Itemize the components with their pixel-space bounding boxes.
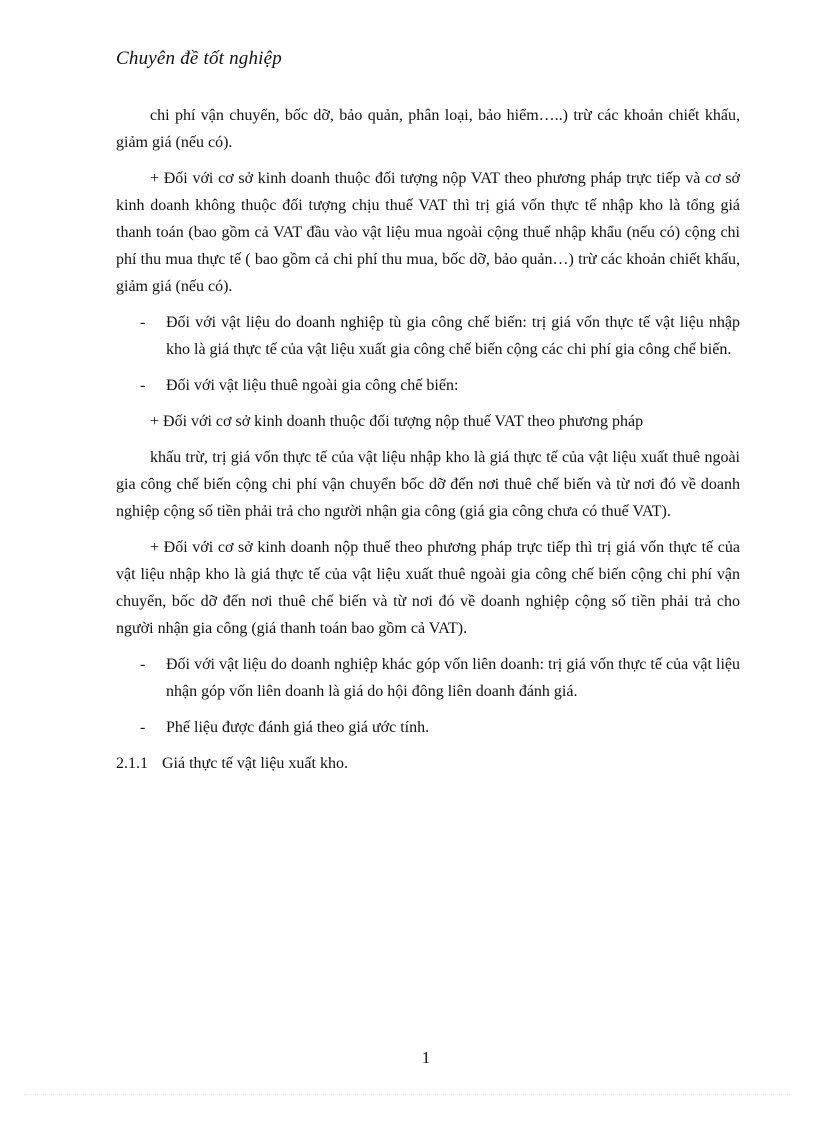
paragraph: khấu trừ, trị giá vốn thực tế của vật liệu nhập kho là giá thực tế của vật liệu xuất thuê ngoài gia công chế biến cộng chi phí vận chuyển bốc dỡ đến nơi thuê chế biến và từ nơi đó về doanh nghiệp cộng số tiền phải trả cho người nhận gia công (giá gia công chưa có thuế VAT). [116,449,740,520]
paragraph: + Đối với cơ sở kinh doanh thuộc đối tượng nộp VAT theo phương pháp trực tiếp và cơ sở kinh doanh không thuộc đối tượng chịu thuế VAT thì trị giá vốn thực tế nhập kho là tổng giá thanh toán (bao gồm cả VAT đầu vào vật liệu mua ngoài cộng thuế nhập khẩu (nếu có) cộng chi phí thu mua thực tế ( bao gồm cả chi phí thu mua, bốc dỡ, bảo quản…) trừ các khoản chiết khấu, giảm giá (nếu có). [116,170,740,295]
bullet-marker: - [140,656,146,673]
paragraph: chi phí vận chuyển, bốc dỡ, bảo quản, phân loại, bảo hiểm…..) trừ các khoản chiết khấu, giảm giá (nếu có). [116,107,740,151]
bullet-marker: - [140,314,146,331]
section-title: Giá thực tế vật liệu xuất kho. [162,755,348,772]
page-number: 1 [421,1048,431,1067]
paragraph: + Đối với cơ sở kinh doanh thuộc đối tượng nộp thuế VAT theo phương pháp [150,413,644,430]
bullet-text: Đối với vật liệu do doanh nghiệp khác góp vốn liên doanh: trị giá vốn thực tế của vật liệu nhận góp vốn liên doanh là giá do hội đông liên doanh đánh giá. [166,656,740,700]
bullet-item [116,372,740,399]
paragraph: + Đối với cơ sở kinh doanh nộp thuế theo phương pháp trực tiếp thì trị giá vốn thực tế của vật liệu nhập kho là giá thực tế của vật liệu xuất thuê ngoài gia công chế biến cộng chi phí vận chuyển, bốc dỡ đến nơi thuê chế biến và từ nơi đó về doanh nghiệp cộng số tiền phải trả cho người nhận gia công (giá thanh toán bao gồm cả VAT). [116,539,740,637]
page-bottom-divider [24,1094,792,1095]
page-header-title: Chuyên đề tốt nghiệp [116,48,282,69]
section-number: 2.1.1 [116,755,148,772]
bullet-marker: - [140,719,146,736]
document-body [116,102,740,777]
section-heading [116,750,740,777]
bullet-text: Phế liệu được đánh giá theo giá ước tính. [166,719,430,736]
bullet-item [116,714,740,741]
bullet-marker: - [140,377,146,394]
bullet-item [116,651,740,705]
bullet-item [116,309,740,363]
bullet-text: Đối với vật liệu do doanh nghiệp tù gia công chế biến: trị giá vốn thực tế vật liệu nhập kho là giá thực tế của vật liệu xuất gia công chế biến cộng các chi phí gia công chế biến. [166,314,740,358]
bullet-text: Đối với vật liệu thuê ngoài gia công chế biến: [166,377,459,394]
